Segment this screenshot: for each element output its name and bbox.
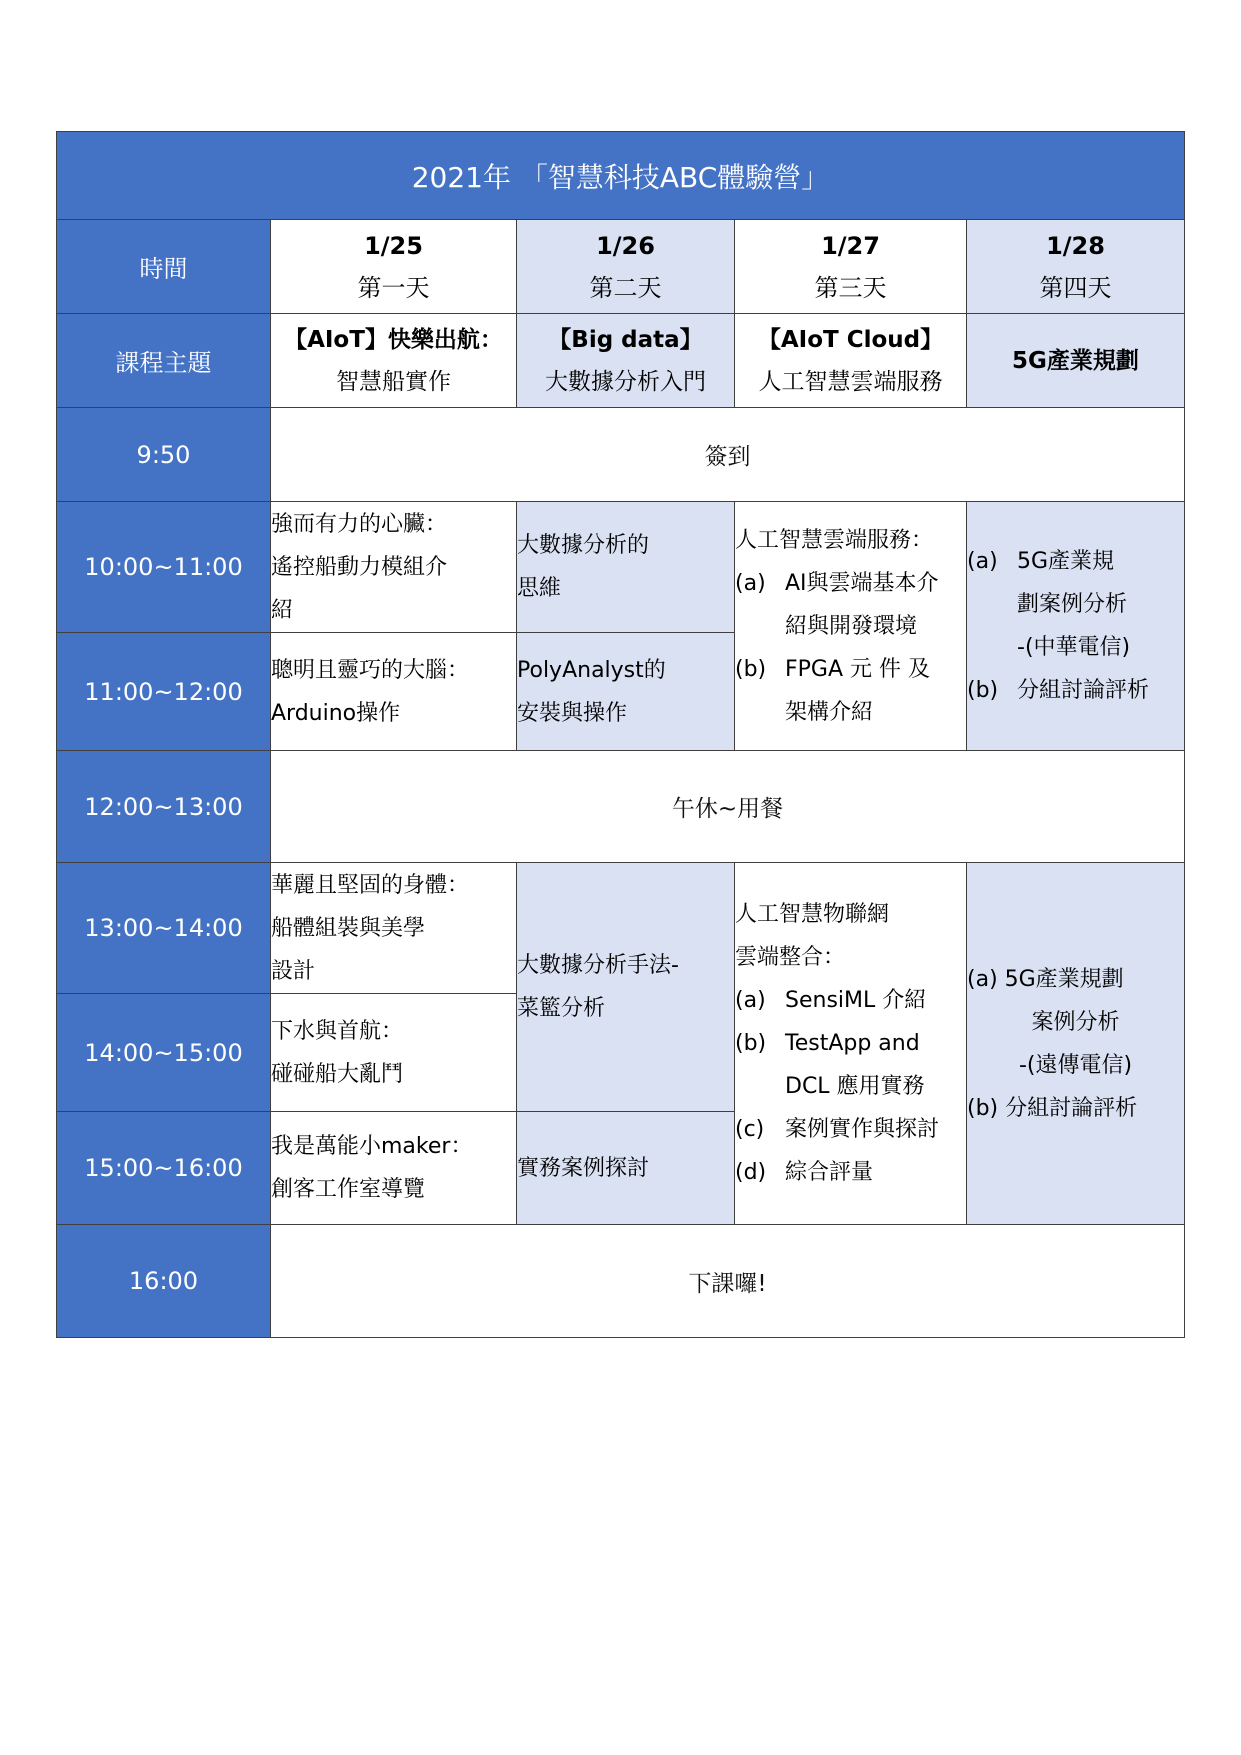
session-line: 5G產業規	[1017, 549, 1115, 574]
session-line: -(中華電信)	[1017, 635, 1131, 660]
list-item	[967, 540, 1184, 669]
session-line: TestApp and	[785, 1031, 920, 1056]
session-d1-1300	[271, 863, 517, 994]
session-line: 下水與首航：	[271, 1018, 404, 1044]
list-label: (a)	[735, 570, 766, 596]
time-slot: 15:00~16:00	[57, 1112, 271, 1225]
session-line: 案例分析	[1031, 1009, 1120, 1035]
list-label: (c)	[735, 1117, 765, 1142]
list-item	[735, 562, 966, 648]
session-line: FPGA 元 件 及	[785, 656, 930, 682]
page-title: 2021年 「智慧科技ABC體驗營」	[57, 132, 1185, 220]
session-line: PolyAnalyst的	[517, 657, 666, 683]
day-date: 1/26	[596, 231, 655, 260]
day-name: 第四天	[1039, 273, 1112, 302]
list-item	[735, 648, 966, 734]
session-line: -(遠傳電信)	[1018, 1052, 1133, 1078]
list-text	[785, 1151, 966, 1194]
session-d3-morning	[735, 502, 967, 751]
session-line: 我是萬能小maker：	[271, 1134, 473, 1159]
list-item	[735, 1151, 966, 1194]
day-date: 1/28	[1046, 231, 1105, 260]
list-label: (b)	[735, 656, 767, 682]
topic-day-1	[271, 314, 517, 408]
session-line: 綜合評量	[785, 1160, 874, 1185]
session-d1-1000	[271, 502, 517, 633]
session-d2-1500	[517, 1112, 735, 1225]
topic-line: 【AIoT】快樂出航：	[284, 326, 503, 353]
session-line: 大數據分析的	[517, 533, 650, 558]
session-line: Arduino操作	[271, 700, 401, 726]
topic-header: 課程主題	[57, 314, 271, 408]
session-line: 實務案例探討	[517, 1155, 650, 1181]
day-header-3	[735, 220, 967, 314]
session-line: 劃案例分析	[1017, 592, 1128, 617]
session-line: 強而有力的心臟：	[271, 511, 448, 537]
day-header-2	[517, 220, 735, 314]
time-slot: 9:50	[57, 408, 271, 502]
session-line: 思維	[517, 576, 562, 601]
topic-line: 人工智慧雲端服務	[758, 368, 943, 395]
topic-line: 【AIoT Cloud】	[757, 326, 944, 353]
session-line: 安裝與操作	[517, 700, 628, 726]
session-line: 紹	[271, 597, 294, 623]
session-line: 紹與開發環境	[785, 613, 918, 639]
session-line: 分組討論評析	[1017, 678, 1150, 703]
session-line: 架構介紹	[785, 699, 874, 725]
list-item	[735, 1108, 966, 1151]
topic-line: 智慧船實作	[336, 368, 451, 395]
session-d3-afternoon	[735, 863, 967, 1225]
time-slot: 14:00~15:00	[57, 994, 271, 1112]
session-line: 華麗且堅固的身體：	[271, 872, 470, 898]
time-slot: 12:00~13:00	[57, 751, 271, 863]
session-line: SensiML 介紹	[785, 988, 927, 1013]
list-text	[785, 979, 966, 1022]
session-line: 人工智慧物聯網	[735, 902, 890, 927]
session-d1-1500	[271, 1112, 517, 1225]
session-line: 碰碰船大亂鬥	[271, 1061, 404, 1087]
time-header: 時間	[57, 220, 271, 314]
session-line: 大數據分析手法-	[517, 953, 679, 978]
session-d2-1100	[517, 633, 735, 751]
session-line: 雲端整合：	[735, 945, 846, 970]
list-label: (a)	[967, 549, 998, 574]
day-name: 第二天	[589, 273, 662, 302]
schedule-table	[56, 131, 1185, 1338]
topic-day-2	[517, 314, 735, 408]
day-date: 1/25	[364, 231, 423, 260]
session-line: 設計	[271, 958, 316, 984]
list-text	[1017, 669, 1184, 712]
time-slot: 11:00~12:00	[57, 633, 271, 751]
list-label: (b)	[735, 1031, 767, 1056]
topic-day-4	[967, 314, 1185, 408]
session-line: 創客工作室導覽	[271, 1177, 426, 1202]
list-label: (d)	[735, 1160, 767, 1185]
day-name: 第一天	[357, 273, 430, 302]
list-text	[785, 1108, 966, 1151]
list-item	[735, 1022, 966, 1108]
topic-day-3	[735, 314, 967, 408]
day-date: 1/27	[821, 231, 880, 260]
session-line: (b) 分組討論評析	[967, 1095, 1138, 1121]
time-slot: 10:00~11:00	[57, 502, 271, 633]
list-label: (a)	[735, 988, 766, 1013]
session-line: 遙控船動力模組介	[271, 554, 448, 580]
session-line: 案例實作與探討	[785, 1117, 940, 1142]
list-text	[785, 1022, 966, 1108]
session-line: (a) 5G產業規劃	[967, 966, 1124, 992]
day-header-4	[967, 220, 1185, 314]
session-d4-afternoon	[967, 863, 1185, 1225]
session-line: DCL 應用實務	[785, 1074, 925, 1099]
topic-line: 5G產業規劃	[1012, 347, 1139, 374]
list-text	[785, 648, 966, 734]
topic-line: 大數據分析入門	[545, 368, 706, 395]
list-label: (b)	[967, 678, 999, 703]
lunch-cell: 午休~用餐	[271, 751, 1185, 863]
session-line: AI與雲端基本介	[785, 570, 939, 596]
list-text	[1017, 540, 1184, 669]
session-d2-1000	[517, 502, 735, 633]
time-slot: 13:00~14:00	[57, 863, 271, 994]
list-item	[735, 979, 966, 1022]
session-d1-1400	[271, 994, 517, 1112]
checkin-cell: 簽到	[271, 408, 1185, 502]
session-d1-1100	[271, 633, 517, 751]
session-line: 船體組裝與美學	[271, 915, 426, 941]
topic-line: 【Big data】	[548, 326, 703, 353]
day-header-1	[271, 220, 517, 314]
session-d2-1300	[517, 863, 735, 1112]
session-d4-morning	[967, 502, 1185, 751]
time-slot: 16:00	[57, 1225, 271, 1338]
list-text	[785, 562, 966, 648]
session-line: 人工智慧雲端服務：	[735, 527, 934, 553]
session-line: 聰明且靈巧的大腦：	[271, 657, 470, 683]
day-name: 第三天	[814, 273, 887, 302]
dismiss-cell: 下課囉!	[271, 1225, 1185, 1338]
session-line: 菜籃分析	[517, 996, 606, 1021]
list-item	[967, 669, 1184, 712]
